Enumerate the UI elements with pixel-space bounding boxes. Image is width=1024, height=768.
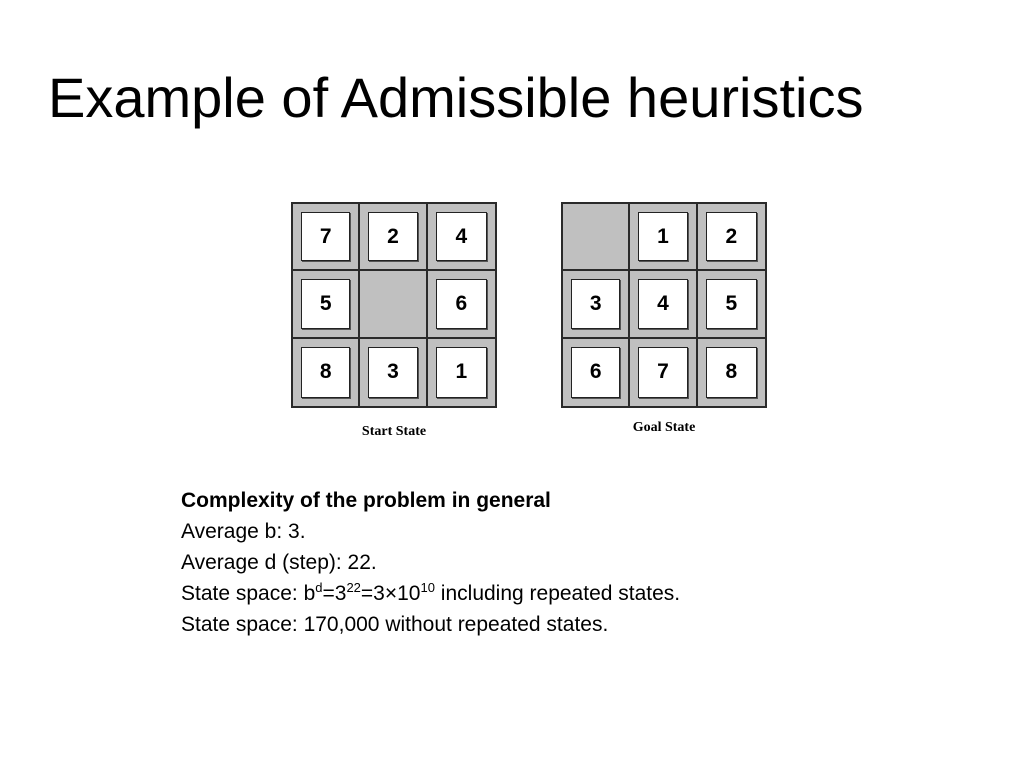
start-tile: 2	[368, 212, 417, 261]
goal-tile: 6	[571, 347, 620, 398]
goal-state-caption: Goal State	[632, 420, 696, 435]
goal-tile: 1	[638, 212, 687, 261]
start-cell	[428, 339, 495, 406]
exponent-d: d	[315, 580, 323, 595]
goal-cell	[698, 271, 765, 338]
goal-cell	[630, 271, 697, 338]
goal-tile: 8	[706, 347, 757, 398]
goal-cell	[630, 204, 697, 271]
start-cell	[360, 339, 427, 406]
start-cell	[360, 204, 427, 271]
goal-cell	[698, 339, 765, 406]
start-cell	[293, 271, 360, 338]
goal-cell	[630, 339, 697, 406]
start-cell	[428, 271, 495, 338]
slide-title: Example of Admissible heuristics	[48, 66, 864, 129]
state-space-no-repeat-line: State space: 170,000 without repeated states.	[181, 613, 609, 636]
complexity-heading: Complexity of the problem in general	[181, 489, 551, 512]
complexity-notes	[181, 485, 680, 640]
goal-state-puzzle	[561, 202, 767, 436]
state-space-prefix: State space: b	[181, 582, 316, 605]
start-cell	[293, 339, 360, 406]
start-tile: 1	[436, 347, 487, 398]
start-tile: 3	[368, 347, 417, 398]
start-tile: 4	[436, 212, 487, 261]
state-space-suffix: including repeated states.	[434, 582, 681, 605]
goal-tile: 4	[638, 279, 687, 328]
exponent-22: 22	[346, 580, 361, 595]
goal-tile: 3	[571, 279, 620, 328]
goal-tile: 5	[706, 279, 757, 328]
start-tile: 5	[301, 279, 350, 328]
goal-cell	[698, 204, 765, 271]
goal-cell	[563, 204, 630, 271]
state-space-repeated-line	[181, 578, 680, 609]
state-space-equals-3: =3	[322, 582, 347, 605]
goal-state-board	[561, 202, 767, 408]
start-state-puzzle	[291, 202, 497, 440]
start-tile: 8	[301, 347, 350, 398]
average-branching-line: Average b: 3.	[181, 520, 306, 543]
goal-tile: 7	[638, 347, 687, 398]
average-depth-line: Average d (step): 22.	[181, 551, 377, 574]
exponent-10: 10	[420, 580, 435, 595]
start-cell	[293, 204, 360, 271]
goal-cell	[563, 271, 630, 338]
start-tile: 7	[301, 212, 350, 261]
goal-tile: 2	[706, 212, 757, 261]
start-state-board	[291, 202, 497, 408]
state-space-times-10: =3×10	[360, 582, 421, 605]
goal-cell	[563, 339, 630, 406]
start-state-caption: Start State	[361, 424, 427, 439]
start-tile: 6	[436, 279, 487, 328]
start-cell	[428, 204, 495, 271]
start-cell	[360, 271, 427, 338]
